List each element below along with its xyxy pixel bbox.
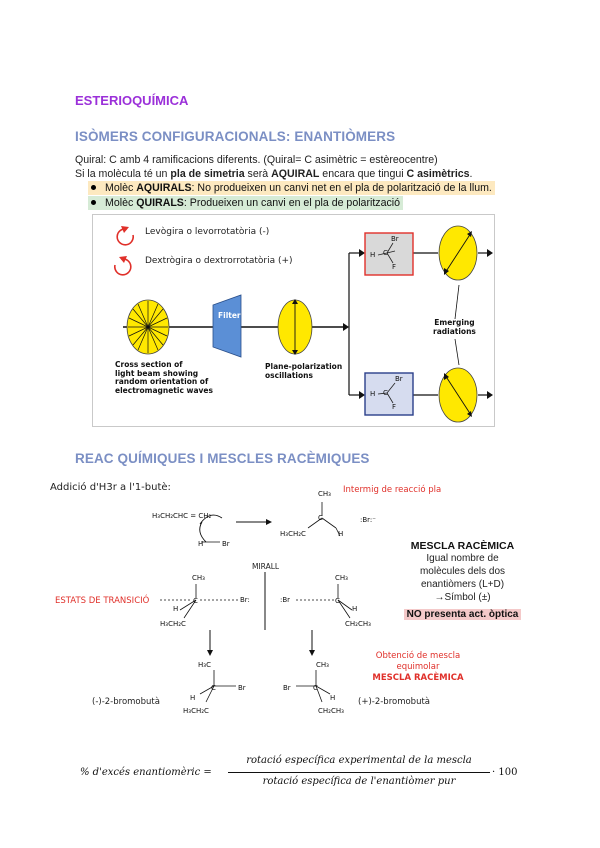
filter-shape	[213, 295, 241, 357]
ts-left-ch3: CH₃	[192, 574, 205, 582]
obtencio-line: equimolar	[396, 662, 440, 672]
inter-h: H	[338, 530, 344, 538]
racemic-title: MESCLA RACÈMICA	[410, 540, 515, 552]
ts-right-br: :Br	[280, 596, 291, 604]
text-part: encara que tingui	[319, 168, 407, 180]
prod-right-ch3: CH₃	[316, 661, 329, 669]
label-intermig: Intermig de reacció pla	[343, 485, 442, 495]
bullet-aquirals	[88, 181, 495, 195]
text-part: serà	[244, 168, 272, 180]
prod-left-br: Br	[238, 684, 246, 692]
obtencio-line: Obtenció de mescla	[375, 651, 461, 661]
bullet-bold: AQUIRALS	[136, 182, 192, 194]
mol-top-f: F	[392, 263, 397, 271]
levo-label: Levògira o levorrotatòria (-)	[145, 227, 270, 237]
filter-label: Filter	[218, 311, 241, 320]
label-obtencio	[358, 651, 478, 684]
reactant-br: Br	[222, 540, 230, 548]
enantiomeric-excess-formula	[80, 755, 530, 795]
formula-lhs: % d'excés enantiomèric =	[80, 767, 212, 778]
text-part: Si la molècula té un	[75, 168, 171, 180]
fraction-bar	[228, 772, 490, 773]
plane-pol-caption	[265, 363, 342, 380]
bullet-rest: : Produeixen un canvi en el pla de polarització	[183, 197, 401, 209]
dextro-label: Dextrògira o dextrorrotatòria (+)	[145, 256, 293, 266]
ts-right-h: H	[352, 605, 358, 613]
prod-right-br: Br	[283, 684, 291, 692]
caption-line: Cross section of	[115, 360, 183, 369]
caption-line: Emerging	[434, 318, 475, 327]
prod-left-h3cch2: H₃CH₂C	[183, 707, 209, 715]
formula-denominator: rotació específica de l'enantiòmer pur	[262, 776, 456, 787]
ts-left-h3cch2: H₃CH₂C	[160, 620, 186, 628]
prod-right-ch2ch3: CH₂CH₃	[318, 707, 344, 715]
section-heading-racemic: REAC QUÍMIQUES I MESCLES RACÈMIQUES	[75, 451, 370, 466]
ts-right-ch2ch3: CH₂CH₃	[345, 620, 371, 628]
reactant-h: H	[198, 540, 204, 548]
no-optical-activity: NO presenta act. òptica	[404, 609, 522, 620]
prod-left-c: C	[211, 684, 216, 692]
label-mirall: MIRALL	[252, 562, 280, 571]
label-prod-right: (+)-2-bromobutà	[358, 697, 431, 707]
bullet-dot	[91, 200, 96, 205]
section-heading-enantiomers: ISÒMERS CONFIGURACIONALS: ENANTIÒMERS	[75, 129, 396, 144]
bullet-bold: QUIRALS	[136, 197, 184, 209]
text-part: .	[469, 168, 473, 180]
label-estats-transicio: ESTATS DE TRANSICIÓ	[55, 596, 150, 606]
ts-left-c: C	[193, 597, 198, 605]
inter-br-minus: :Br:⁻	[360, 516, 376, 524]
polarimetry-diagram	[92, 214, 495, 427]
ts-right-c: C	[335, 597, 340, 605]
text-bold: AQUIRAL	[271, 168, 320, 180]
mol-bottom-br: Br	[395, 375, 403, 383]
mol-top-br: Br	[391, 235, 399, 243]
caption-line: light beam showing	[115, 368, 199, 378]
page-title: ESTERIOQUÍMICA	[75, 93, 189, 108]
text-bold: C asimètrics	[406, 168, 470, 180]
inter-ch3: CH₃	[318, 490, 331, 498]
racemic-line: enantiòmers (L+D)	[420, 579, 505, 590]
racemic-line: →Símbol (±)	[434, 592, 491, 603]
beam-arrowhead	[343, 323, 349, 331]
ts-left-h: H	[173, 605, 179, 613]
text-symmetry-plane	[75, 168, 473, 180]
caption-line: Plane-polarization	[265, 362, 343, 371]
text-bold: pla de simetria	[170, 168, 245, 180]
racemic-info	[395, 540, 530, 622]
racemic-line: molècules dels dos	[419, 566, 506, 577]
inter-h3cch2: H₃CH₂C	[280, 530, 306, 538]
reactant-formula: H₃CH₂CHC = CH₂	[152, 512, 212, 520]
mol-bottom-h: H	[370, 390, 376, 398]
inter-c-plus: C	[318, 514, 323, 522]
prod-left-h3c: H₃C	[198, 661, 211, 669]
mol-bottom-f: F	[392, 403, 397, 411]
caption-line: oscillations	[265, 370, 313, 380]
bullet-pre: Molèc	[105, 197, 137, 209]
racemic-line: Igual nombre de	[426, 553, 499, 564]
bullet-pre: Molèc	[105, 182, 137, 194]
caption-line: radiations	[433, 326, 476, 336]
cross-section-caption	[115, 361, 213, 395]
obtencio-mescla: MESCLA RACÈMICA	[372, 673, 464, 683]
label-prod-left: (-)-2-bromobutà	[92, 697, 160, 707]
bullet-dot	[91, 185, 96, 190]
prod-right-h: H	[330, 694, 336, 702]
mol-bottom-c: C	[383, 389, 388, 397]
text-quiral-definition: Quiral: C amb 4 ramificacions diferents. (Quiral= C asimètric = estèreocentre)	[75, 154, 438, 166]
ts-left-br: Br:	[240, 596, 250, 604]
formula-multiplier: · 100	[492, 767, 518, 778]
prod-left-h: H	[190, 694, 196, 702]
bullet-rest: : No produeixen un canvi net en el pla de polarització de la llum.	[191, 182, 492, 194]
ts-right-ch3: CH₃	[335, 574, 348, 582]
prod-right-c: C	[313, 684, 318, 692]
emerging-caption	[433, 319, 476, 336]
caption-line: random orientation of	[115, 377, 209, 386]
mol-top-h: H	[370, 251, 376, 259]
mol-top-c: C	[383, 249, 388, 257]
caption-line: electromagnetic waves	[115, 385, 213, 395]
formula-numerator: rotació específica experimental de la mescla	[246, 755, 472, 766]
text-addicio: Addició d'H3r a l'1-butè:	[50, 482, 171, 493]
bullet-quirals	[88, 196, 403, 210]
